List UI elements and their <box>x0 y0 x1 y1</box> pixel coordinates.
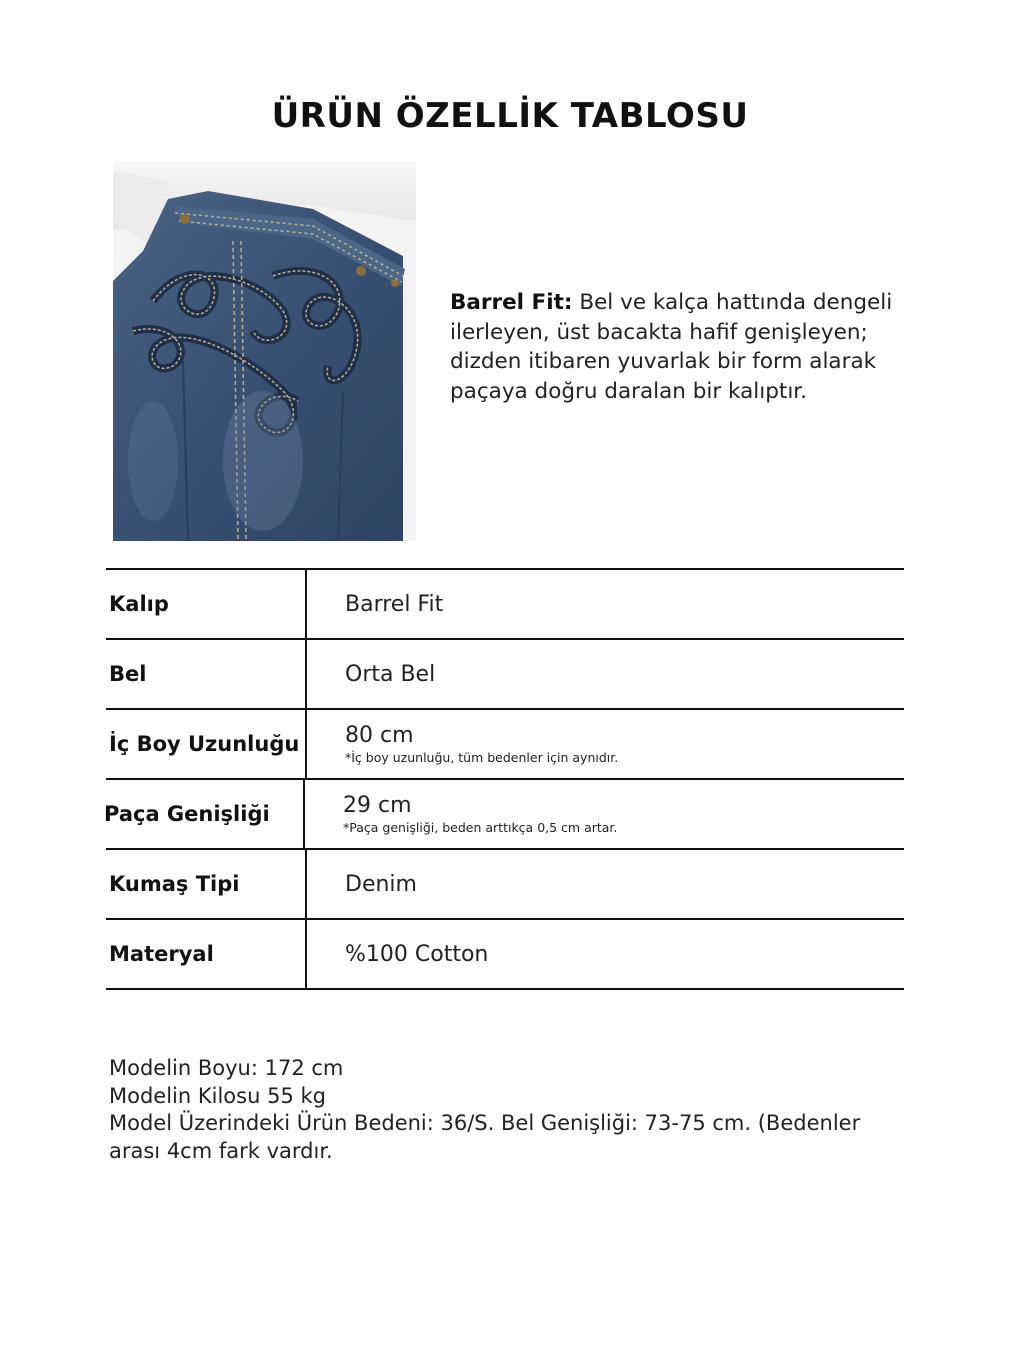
spec-table <box>106 568 904 990</box>
spec-value <box>307 570 904 638</box>
spec-value <box>307 920 904 988</box>
spec-label: Bel <box>106 640 307 708</box>
spec-value-text: 80 cm <box>345 723 414 748</box>
spec-value-text: Orta Bel <box>345 661 436 687</box>
spec-row-paca <box>106 780 904 850</box>
model-height: Modelin Boyu: 172 cm <box>109 1056 344 1080</box>
spec-row-materyal <box>106 920 904 990</box>
spec-label: Materyal <box>106 920 307 988</box>
spec-value <box>305 780 904 848</box>
spec-label: Kalıp <box>106 570 307 638</box>
denim-jeans-photo-icon <box>113 161 416 541</box>
spec-row-kumas <box>106 850 904 920</box>
product-photo <box>113 161 416 541</box>
spec-value <box>307 850 904 918</box>
model-info <box>109 1055 909 1165</box>
spec-row-bel <box>106 640 904 710</box>
spec-note: *Paça genişliği, beden arttıkça 0,5 cm artar. <box>343 820 618 835</box>
spec-label: Kumaş Tipi <box>106 850 307 918</box>
spec-label: İç Boy Uzunluğu <box>106 710 307 778</box>
spec-value-text: Denim <box>345 871 417 897</box>
spec-value-text: 29 cm <box>343 793 412 818</box>
spec-row-kalip <box>106 570 904 640</box>
fit-term: Barrel Fit: <box>450 290 573 315</box>
page-title: ÜRÜN ÖZELLİK TABLOSU <box>271 96 749 136</box>
spec-row-ic-boy <box>106 710 904 780</box>
spec-value <box>307 710 904 778</box>
model-size: Model Üzerindeki Ürün Bedeni: 36/S. Bel Genişliği: 73-75 cm. (Bedenler arası 4cm fark vardır. <box>109 1111 861 1163</box>
spec-value-text: %100 Cotton <box>345 941 489 967</box>
fit-description <box>450 288 930 406</box>
fit-text: Bel ve kalça hattında dengeli ilerleyen, üst bacakta hafif genişleyen; dizden itibaren yuvarlak bir form alarak paçaya doğru daralan bir kalıptır. <box>450 290 893 404</box>
spec-value <box>307 640 904 708</box>
model-weight: Modelin Kilosu 55 kg <box>109 1083 326 1108</box>
spec-value-text: Barrel Fit <box>345 591 444 617</box>
spec-label: Paça Genişliği <box>104 780 305 848</box>
spec-note: *İç boy uzunluğu, tüm bedenler için aynıdır. <box>345 750 619 765</box>
